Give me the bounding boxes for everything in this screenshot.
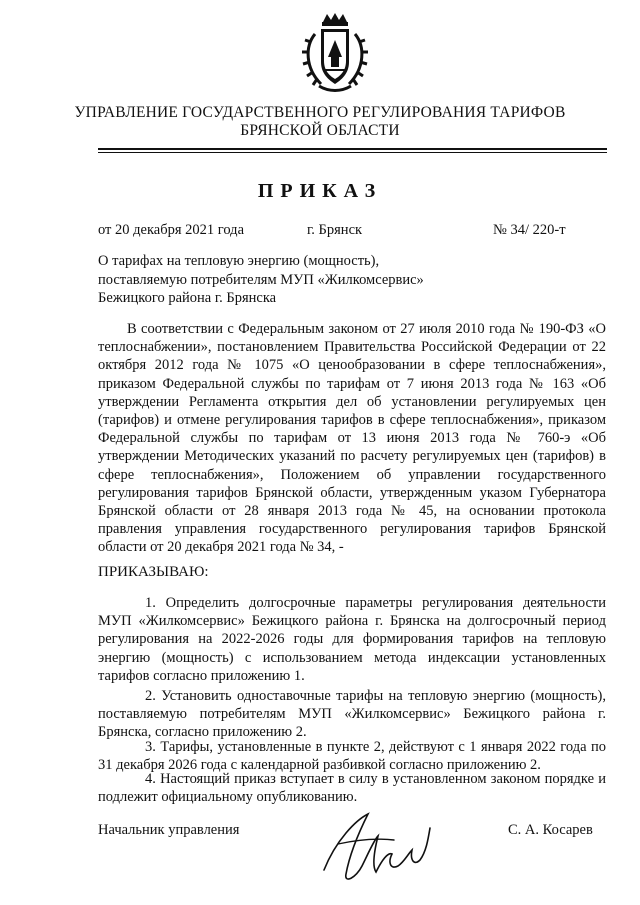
coat-of-arms-emblem — [301, 12, 369, 94]
subject-line: О тарифах на тепловую энергию (мощность), — [98, 253, 380, 269]
document-city: г. Брянск — [307, 222, 363, 238]
signatory-name: С. А. Косарев — [508, 822, 593, 838]
order-item-4: 4. Настоящий приказ вступает в силу в установленном законом порядке и подлежит официальному опубликованию. — [98, 771, 606, 806]
header-rule-thin — [98, 152, 607, 153]
handwritten-signature — [316, 800, 436, 890]
document-subject — [98, 252, 424, 308]
order-item-1: 1. Определить долгосрочные параметры регулирования деятельности МУП «Жилкомсервис» Бежицкого района г. Брянска на долгосрочный период регулирования на 2022-2026 годы для формирования тарифов на тепловую энергию (мощность) с использованием метода индексации установленных тарифов согласно приложению 1. — [98, 595, 606, 684]
legal-basis-paragraph: В соответствии с Федеральным законом от 27 июля 2010 года № 190-ФЗ «О теплоснабжении», постановлением Правительства Российской Федерации от 22 октября 2012 года № 1075 «О ценообразовании в сфере теплоснабжения», приказом Федеральной службы по тарифам от 7 июня 2013 года № 163 «Об утверждении Регламента открытия дел об установлении регулируемых цен (тарифов) и отмене регулирования тарифов в сфере теплоснабжения», приказом Федеральной службы по тарифам от 13 июня 2013 года № 760-э «Об утверждении Методических указаний по расчету регулируемых цен (тарифов) в сфере теплоснабжения», Положением об управлении государственного регулирования тарифов Брянской области, утвержденным указом Губернатора Брянской области от 28 января 2013 года № 45, на основании протокола правления управления государственного регулирования тарифов Брянской области от 20 декабря 2021 года № 34, - — [98, 321, 606, 556]
document-title: ПРИКАЗ — [257, 180, 383, 202]
order-heading: ПРИКАЗЫВАЮ: — [98, 564, 209, 580]
document-number: № 34/ 220-т — [493, 222, 566, 238]
subject-line: Бежицкого района г. Брянска — [98, 290, 277, 306]
signatory-position: Начальник управления — [98, 822, 240, 838]
organization-name-line1: УПРАВЛЕНИЕ ГОСУДАРСТВЕННОГО РЕГУЛИРОВАНИЯ ТАРИФОВ — [74, 104, 566, 121]
header-rule-thick — [98, 148, 607, 150]
organization-name-line2: БРЯНСКОЙ ОБЛАСТИ — [240, 122, 400, 139]
document-date: от 20 декабря 2021 года — [98, 222, 244, 238]
order-item-3: 3. Тарифы, установленные в пункте 2, действуют с 1 января 2022 года по 31 декабря 2026 года с календарной разбивкой согласно приложению 2. — [98, 739, 606, 774]
subject-line: поставляемую потребителям МУП «Жилкомсервис» — [98, 271, 424, 288]
order-item-2: 2. Установить одноставочные тарифы на тепловую энергию (мощность), поставляемую потребителям МУП «Жилкомсервис» Бежицкого района г. Брянска, согласно приложению 2. — [98, 688, 606, 741]
